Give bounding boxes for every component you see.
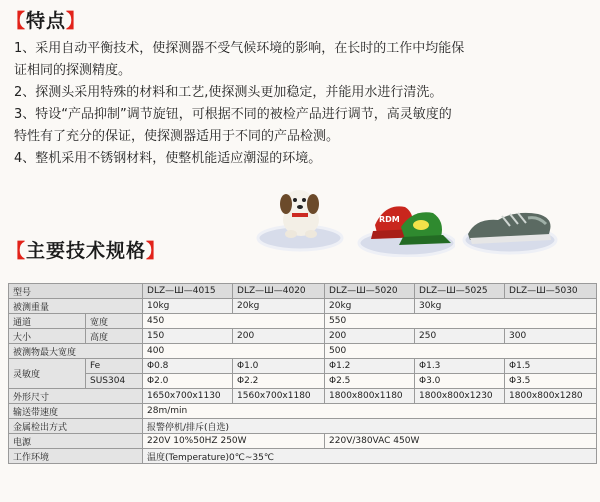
table-cell: 1800x800x1230 <box>415 389 505 404</box>
table-cell: 550 <box>325 314 597 329</box>
header-cell: DLZ—Ш—4015 <box>143 284 233 299</box>
specs-heading <box>6 236 166 263</box>
table-cell: 10kg <box>143 299 233 314</box>
table-cell: 200 <box>233 329 325 344</box>
cap-logo: RDM <box>379 215 400 224</box>
table-row <box>9 359 597 374</box>
row-sublabel: 宽度 <box>86 314 143 329</box>
table-cell: 1650x700x1130 <box>143 389 233 404</box>
table-row <box>9 404 597 419</box>
row-label: 输送带速度 <box>9 404 143 419</box>
table-row <box>9 449 597 464</box>
spec-table <box>8 283 597 464</box>
table-cell: 500 <box>325 344 597 359</box>
row-label: 被测物最大宽度 <box>9 344 143 359</box>
table-cell: Φ2.0 <box>143 374 233 389</box>
table-cell: Φ1.0 <box>233 359 325 374</box>
table-row <box>9 284 597 299</box>
row-label: 灵敏度 <box>9 359 86 389</box>
heading-bracket-close: 】 <box>146 240 167 262</box>
table-cell: 250 <box>415 329 505 344</box>
feature-line: 2、探测头采用特殊的材料和工艺,使探测头更加稳定，并能用水进行清洗。 <box>14 85 443 100</box>
table-row <box>9 299 597 314</box>
table-row <box>9 344 597 359</box>
table-cell: Φ2.5 <box>325 374 415 389</box>
row-label: 通道 <box>9 314 86 329</box>
row-label: 工作环境 <box>9 449 143 464</box>
sneaker-image <box>458 200 558 255</box>
table-cell: 20kg <box>325 299 415 314</box>
table-cell: 1800x800x1180 <box>325 389 415 404</box>
table-cell: Φ1.5 <box>505 359 597 374</box>
table-row <box>9 314 597 329</box>
row-label: 大小 <box>9 329 86 344</box>
table-cell: 30kg <box>415 299 597 314</box>
feature-line: 4、整机采用不锈钢材料，使整机能适应潮湿的环境。 <box>14 151 322 166</box>
table-cell: Φ3.0 <box>415 374 505 389</box>
specs-title: 主要技术规格 <box>26 240 147 262</box>
table-cell: 450 <box>143 314 325 329</box>
header-cell: DLZ—Ш—5020 <box>325 284 415 299</box>
table-cell: 28m/min <box>143 404 597 419</box>
sneaker-photo <box>458 200 558 255</box>
table-cell: Φ1.2 <box>325 359 415 374</box>
table-cell: Φ0.8 <box>143 359 233 374</box>
feature-line: 3、特设“产品抑制”调节旋钮，可根据不同的被检产品进行调节，高灵敏度的 <box>14 107 452 122</box>
feature-line: 特性有了充分的保证，使探测器适用于不同的产品检测。 <box>14 129 340 144</box>
table-cell: 温度(Temperature)0℃~35℃ <box>143 449 597 464</box>
caps-photo <box>355 195 455 257</box>
row-sublabel: Fe <box>86 359 143 374</box>
row-sublabel: SUS304 <box>86 374 143 389</box>
feature-line: 1、采用自动平衡技术，使探测器不受气候环境的影响，在长时的工作中均能保 <box>14 41 465 56</box>
feature-line: 证相同的探测精度。 <box>14 63 132 78</box>
table-cell: 400 <box>143 344 325 359</box>
heading-bracket-open: 【 <box>6 240 27 262</box>
header-cell: DLZ—Ш—5025 <box>415 284 505 299</box>
table-cell: Φ2.2 <box>233 374 325 389</box>
row-label: 电源 <box>9 434 143 449</box>
table-row <box>9 329 597 344</box>
caps-image <box>355 195 455 257</box>
table-cell: 报警停机/排斥(自选) <box>143 419 597 434</box>
table-cell: 200 <box>325 329 415 344</box>
row-label: 外形尺寸 <box>9 389 143 404</box>
header-cell: 型号 <box>9 284 143 299</box>
table-cell: 1560x700x1180 <box>233 389 325 404</box>
table-cell: Φ1.3 <box>415 359 505 374</box>
features-title: 特点 <box>26 10 67 32</box>
header-cell: DLZ—Ш—4020 <box>233 284 325 299</box>
table-row <box>9 389 597 404</box>
table-row <box>9 374 597 389</box>
table-cell: 220V/380VAC 450W <box>325 434 597 449</box>
table-cell: 220V 10%50HZ 250W <box>143 434 325 449</box>
features-heading <box>6 6 86 33</box>
features-list <box>14 38 594 170</box>
row-label: 金属检出方式 <box>9 419 143 434</box>
heading-bracket-close: 】 <box>66 10 87 32</box>
header-cell: DLZ—Ш—5030 <box>505 284 597 299</box>
table-row <box>9 434 597 449</box>
toy-dog-photo <box>255 182 345 252</box>
table-cell: Φ3.5 <box>505 374 597 389</box>
toy-dog-image <box>255 182 345 252</box>
table-cell: 300 <box>505 329 597 344</box>
table-cell: 1800x800x1280 <box>505 389 597 404</box>
table-cell: 20kg <box>233 299 325 314</box>
heading-bracket-open: 【 <box>6 10 27 32</box>
table-cell: 150 <box>143 329 233 344</box>
row-sublabel: 高度 <box>86 329 143 344</box>
table-row <box>9 419 597 434</box>
row-label: 被测重量 <box>9 299 143 314</box>
